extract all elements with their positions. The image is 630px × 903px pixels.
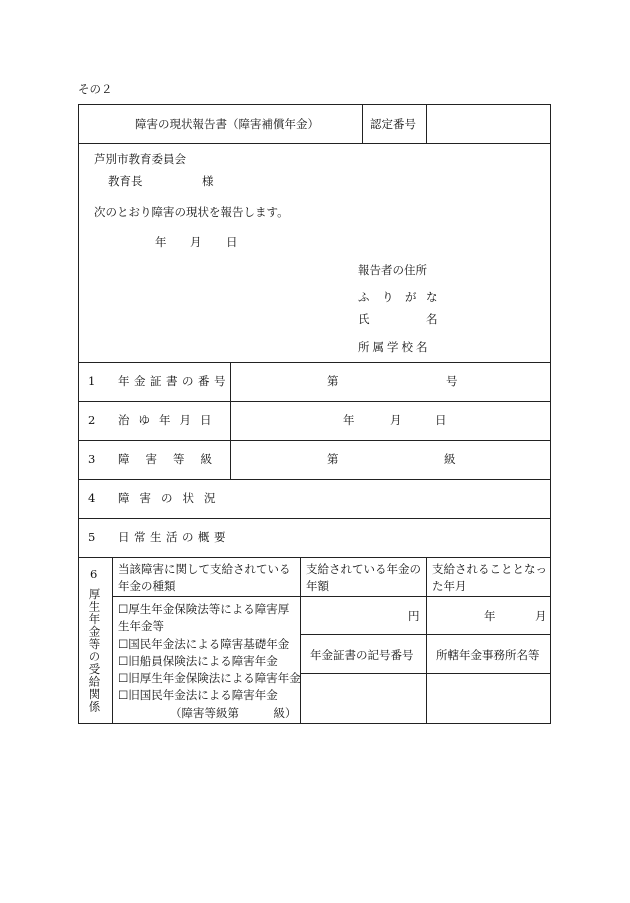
- yen-unit: 円: [408, 609, 420, 623]
- pension-type-option[interactable]: ☐旧船員保険法による障害年金: [118, 654, 278, 668]
- row-3-dai: 第: [327, 452, 339, 466]
- row-1-dai: 第: [327, 374, 339, 388]
- school-name-label: 所属学校名: [358, 340, 431, 354]
- certification-number-label: 認定番号: [370, 117, 416, 131]
- form-number-label: その２: [78, 82, 113, 96]
- pension-type-option[interactable]: ☐旧厚生年金保険法による障害年金: [118, 671, 301, 685]
- pension-type-option[interactable]: ☐旧国民年金法による障害年金: [118, 688, 278, 702]
- row-4-label: 障害の状況: [118, 491, 226, 505]
- payment-start-field[interactable]: [430, 600, 547, 630]
- row-3-kyu: 級: [444, 452, 456, 466]
- pension-office-field[interactable]: [430, 677, 547, 720]
- start-year-unit: 年: [484, 609, 496, 623]
- disability-grade-field[interactable]: [234, 444, 547, 475]
- reporter-address-label: 報告者の住所: [358, 263, 427, 277]
- start-month-unit: 月: [535, 609, 547, 623]
- addressee-title: 教育長: [108, 174, 143, 188]
- row-3-label: 障害等級: [118, 452, 228, 466]
- row-3-number: 3: [88, 452, 96, 466]
- annual-amount-header: 支給されている年金の年額: [306, 562, 421, 593]
- furigana-char-3: が: [405, 290, 417, 304]
- disability-status-field[interactable]: [240, 483, 547, 514]
- date-year: 年: [155, 235, 167, 249]
- row-5-number: 5: [88, 530, 96, 544]
- honorific: 様: [202, 174, 214, 188]
- certificate-symbol-number-field[interactable]: [304, 677, 422, 720]
- pension-type-option[interactable]: ☐国民年金法による障害基礎年金: [118, 637, 290, 651]
- row-2-year: 年: [343, 413, 355, 427]
- row-2-label: 治ゆ年月日: [118, 413, 221, 427]
- row-2-month: 月: [390, 413, 402, 427]
- furigana-char-4: な: [426, 290, 438, 304]
- annual-amount-field[interactable]: [304, 600, 422, 630]
- date-day: 日: [226, 235, 238, 249]
- furigana-char-2: り: [382, 290, 394, 304]
- furigana-char-1: ふ: [358, 290, 370, 304]
- cure-date-field[interactable]: [234, 405, 547, 436]
- form-title: 障害の現状報告書（障害補償年金）: [135, 117, 319, 131]
- row-6-vertical-label: 厚生年金等の受給関係: [87, 588, 102, 713]
- name-char-2: 名: [426, 312, 438, 326]
- report-statement: 次のとおり障害の現状を報告します。: [94, 205, 289, 219]
- name-char-1: 氏: [358, 312, 370, 326]
- pension-type-header: 当該障害に関して支給されている年金の種類: [118, 562, 291, 593]
- certification-number-field[interactable]: [430, 108, 547, 140]
- row-1-number: 1: [88, 374, 96, 388]
- pension-office-label: 所轄年金事務所名等: [436, 648, 540, 662]
- row-1-go: 号: [446, 374, 458, 388]
- daily-life-summary-field[interactable]: [240, 522, 547, 553]
- pension-type-option[interactable]: ☐厚生年金保険法等による障害厚生年金等: [118, 602, 290, 633]
- disability-grade-note: （障害等級第 級）: [170, 706, 297, 720]
- row-6-number: 6: [90, 567, 98, 581]
- row-2-number: 2: [88, 413, 96, 427]
- certificate-symbol-number-label: 年金証書の記号番号: [310, 648, 414, 662]
- row-2-day: 日: [435, 413, 447, 427]
- addressee-organization: 芦別市教育委員会: [94, 152, 186, 166]
- date-month: 月: [190, 235, 202, 249]
- row-4-number: 4: [88, 491, 96, 505]
- payment-start-header: 支給されることとなった年月: [432, 562, 547, 593]
- row-5-label: 日常生活の概要: [118, 530, 230, 544]
- row-1-label: 年金証書の番号: [118, 374, 230, 388]
- pension-certificate-number-field[interactable]: [234, 366, 547, 397]
